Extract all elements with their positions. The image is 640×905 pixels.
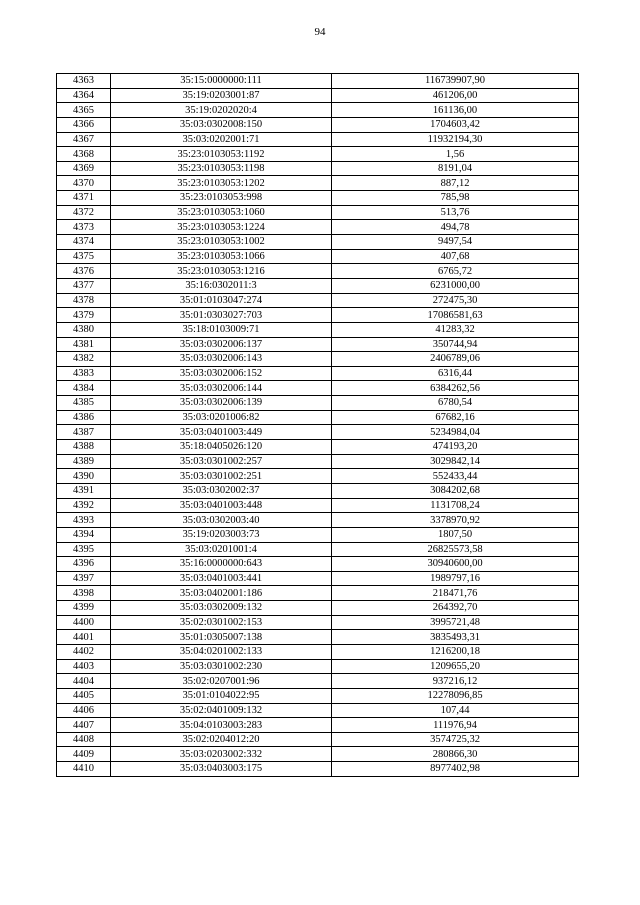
- row-number-cell: 4377: [57, 278, 111, 293]
- row-number-cell: 4367: [57, 132, 111, 147]
- table-row: [57, 498, 579, 513]
- cadastral-number-cell: 35:23:0103053:1066: [111, 249, 332, 264]
- table-row: [57, 688, 579, 703]
- cadastral-number-cell: 35:03:0302006:137: [111, 337, 332, 352]
- row-number-cell: 4386: [57, 410, 111, 425]
- cadastral-number-cell: 35:03:0401003:441: [111, 571, 332, 586]
- table-row: [57, 454, 579, 469]
- row-number-cell: 4382: [57, 352, 111, 367]
- cadastral-value-cell: 3378970,92: [332, 513, 579, 528]
- table-row: [57, 586, 579, 601]
- cadastral-value-cell: 3574725,32: [332, 732, 579, 747]
- table-row: [57, 278, 579, 293]
- row-number-cell: 4384: [57, 381, 111, 396]
- cadastral-value-cell: 272475,30: [332, 293, 579, 308]
- row-number-cell: 4407: [57, 718, 111, 733]
- cadastral-number-cell: 35:03:0302008:150: [111, 117, 332, 132]
- cadastral-number-cell: 35:03:0201001:4: [111, 542, 332, 557]
- cadastral-number-cell: 35:03:0302009:132: [111, 601, 332, 616]
- table-row: [57, 103, 579, 118]
- cadastral-number-cell: 35:03:0301002:257: [111, 454, 332, 469]
- row-number-cell: 4401: [57, 630, 111, 645]
- row-number-cell: 4364: [57, 88, 111, 103]
- cadastral-value-cell: 8977402,98: [332, 762, 579, 777]
- row-number-cell: 4370: [57, 176, 111, 191]
- cadastral-number-cell: 35:03:0302006:152: [111, 366, 332, 381]
- cadastral-number-cell: 35:01:0305007:138: [111, 630, 332, 645]
- table-row: [57, 732, 579, 747]
- cadastral-value-cell: 111976,94: [332, 718, 579, 733]
- table-row: [57, 747, 579, 762]
- cadastral-value-cell: 41283,32: [332, 322, 579, 337]
- row-number-cell: 4396: [57, 557, 111, 572]
- row-number-cell: 4408: [57, 732, 111, 747]
- cadastral-value-cell: 116739907,90: [332, 74, 579, 89]
- row-number-cell: 4371: [57, 191, 111, 206]
- cadastral-value-cell: 6316,44: [332, 366, 579, 381]
- table-row: [57, 630, 579, 645]
- table-row: [57, 469, 579, 484]
- table-body: [57, 74, 579, 777]
- row-number-cell: 4376: [57, 264, 111, 279]
- cadastral-number-cell: 35:03:0302002:37: [111, 483, 332, 498]
- cadastral-number-cell: 35:01:0103047:274: [111, 293, 332, 308]
- row-number-cell: 4383: [57, 366, 111, 381]
- table-row: [57, 88, 579, 103]
- row-number-cell: 4363: [57, 74, 111, 89]
- row-number-cell: 4369: [57, 161, 111, 176]
- row-number-cell: 4392: [57, 498, 111, 513]
- cadastral-value-cell: 67682,16: [332, 410, 579, 425]
- row-number-cell: 4368: [57, 147, 111, 162]
- row-number-cell: 4391: [57, 483, 111, 498]
- row-number-cell: 4372: [57, 205, 111, 220]
- cadastral-number-cell: 35:19:0203001:87: [111, 88, 332, 103]
- row-number-cell: 4394: [57, 527, 111, 542]
- cadastral-value-cell: 6231000,00: [332, 278, 579, 293]
- cadastral-number-cell: 35:03:0401003:449: [111, 425, 332, 440]
- table-row: [57, 176, 579, 191]
- cadastral-number-cell: 35:03:0302006:139: [111, 396, 332, 411]
- cadastral-number-cell: 35:23:0103053:1060: [111, 205, 332, 220]
- cadastral-value-cell: 107,44: [332, 703, 579, 718]
- cadastral-value-cell: 1216200,18: [332, 644, 579, 659]
- table-row: [57, 440, 579, 455]
- table-row: [57, 615, 579, 630]
- cadastral-value-cell: 1807,50: [332, 527, 579, 542]
- row-number-cell: 4393: [57, 513, 111, 528]
- table-row: [57, 483, 579, 498]
- cadastral-number-cell: 35:03:0302006:143: [111, 352, 332, 367]
- cadastral-value-cell: 1704603,42: [332, 117, 579, 132]
- table-row: [57, 322, 579, 337]
- cadastral-value-table: [56, 73, 579, 777]
- cadastral-value-cell: 11932194,30: [332, 132, 579, 147]
- cadastral-value-cell: 17086581,63: [332, 308, 579, 323]
- cadastral-number-cell: 35:03:0203002:332: [111, 747, 332, 762]
- row-number-cell: 4388: [57, 440, 111, 455]
- cadastral-value-cell: 161136,00: [332, 103, 579, 118]
- cadastral-number-cell: 35:02:0301002:153: [111, 615, 332, 630]
- table-row: [57, 381, 579, 396]
- row-number-cell: 4406: [57, 703, 111, 718]
- row-number-cell: 4379: [57, 308, 111, 323]
- row-number-cell: 4375: [57, 249, 111, 264]
- cadastral-number-cell: 35:03:0301002:230: [111, 659, 332, 674]
- cadastral-number-cell: 35:04:0201002:133: [111, 644, 332, 659]
- cadastral-value-cell: 474193,20: [332, 440, 579, 455]
- row-number-cell: 4381: [57, 337, 111, 352]
- table-row: [57, 410, 579, 425]
- row-number-cell: 4378: [57, 293, 111, 308]
- cadastral-value-cell: 513,76: [332, 205, 579, 220]
- table-row: [57, 74, 579, 89]
- table-row: [57, 147, 579, 162]
- row-number-cell: 4410: [57, 762, 111, 777]
- cadastral-value-cell: 1131708,24: [332, 498, 579, 513]
- cadastral-value-cell: 6780,54: [332, 396, 579, 411]
- cadastral-number-cell: 35:02:0207001:96: [111, 674, 332, 689]
- cadastral-value-cell: 264392,70: [332, 601, 579, 616]
- cadastral-number-cell: 35:01:0104022:95: [111, 688, 332, 703]
- row-number-cell: 4397: [57, 571, 111, 586]
- cadastral-value-cell: 407,68: [332, 249, 579, 264]
- table-row: [57, 703, 579, 718]
- cadastral-value-cell: 5234984,04: [332, 425, 579, 440]
- cadastral-number-cell: 35:03:0302003:40: [111, 513, 332, 528]
- table-row: [57, 293, 579, 308]
- cadastral-number-cell: 35:23:0103053:1216: [111, 264, 332, 279]
- table-row: [57, 601, 579, 616]
- table-row: [57, 527, 579, 542]
- table-row: [57, 235, 579, 250]
- cadastral-value-cell: 887,12: [332, 176, 579, 191]
- cadastral-value-cell: 280866,30: [332, 747, 579, 762]
- cadastral-value-cell: 552433,44: [332, 469, 579, 484]
- table-row: [57, 425, 579, 440]
- table-row: [57, 366, 579, 381]
- table-row: [57, 205, 579, 220]
- table-row: [57, 762, 579, 777]
- cadastral-value-cell: 30940600,00: [332, 557, 579, 572]
- row-number-cell: 4400: [57, 615, 111, 630]
- cadastral-value-cell: 494,78: [332, 220, 579, 235]
- cadastral-number-cell: 35:23:0103053:1002: [111, 235, 332, 250]
- cadastral-number-cell: 35:18:0405026:120: [111, 440, 332, 455]
- row-number-cell: 4404: [57, 674, 111, 689]
- row-number-cell: 4373: [57, 220, 111, 235]
- row-number-cell: 4366: [57, 117, 111, 132]
- cadastral-value-cell: 3029842,14: [332, 454, 579, 469]
- cadastral-number-cell: 35:19:0203003:73: [111, 527, 332, 542]
- cadastral-number-cell: 35:03:0401003:448: [111, 498, 332, 513]
- cadastral-value-cell: 461206,00: [332, 88, 579, 103]
- cadastral-number-cell: 35:03:0202001:71: [111, 132, 332, 147]
- cadastral-number-cell: 35:04:0103003:283: [111, 718, 332, 733]
- table-row: [57, 249, 579, 264]
- cadastral-number-cell: 35:18:0103009:71: [111, 322, 332, 337]
- cadastral-number-cell: 35:19:0202020:4: [111, 103, 332, 118]
- table-row: [57, 513, 579, 528]
- table-row: [57, 396, 579, 411]
- table-row: [57, 542, 579, 557]
- cadastral-value-cell: 12278096,85: [332, 688, 579, 703]
- table-row: [57, 718, 579, 733]
- table-row: [57, 220, 579, 235]
- table-row: [57, 571, 579, 586]
- row-number-cell: 4403: [57, 659, 111, 674]
- row-number-cell: 4380: [57, 322, 111, 337]
- cadastral-value-cell: 218471,76: [332, 586, 579, 601]
- table-row: [57, 352, 579, 367]
- row-number-cell: 4405: [57, 688, 111, 703]
- cadastral-number-cell: 35:03:0301002:251: [111, 469, 332, 484]
- row-number-cell: 4365: [57, 103, 111, 118]
- table-row: [57, 191, 579, 206]
- cadastral-number-cell: 35:02:0204012:20: [111, 732, 332, 747]
- table-row: [57, 132, 579, 147]
- table-row: [57, 659, 579, 674]
- cadastral-number-cell: 35:03:0402001:186: [111, 586, 332, 601]
- table-row: [57, 674, 579, 689]
- row-number-cell: 4374: [57, 235, 111, 250]
- cadastral-value-cell: 350744,94: [332, 337, 579, 352]
- row-number-cell: 4390: [57, 469, 111, 484]
- cadastral-number-cell: 35:03:0302006:144: [111, 381, 332, 396]
- row-number-cell: 4387: [57, 425, 111, 440]
- cadastral-number-cell: 35:15:0000000:111: [111, 74, 332, 89]
- cadastral-value-cell: 26825573,58: [332, 542, 579, 557]
- cadastral-number-cell: 35:23:0103053:998: [111, 191, 332, 206]
- page-number: 94: [314, 26, 326, 38]
- cadastral-value-cell: 1989797,16: [332, 571, 579, 586]
- cadastral-value-cell: 2406789,06: [332, 352, 579, 367]
- cadastral-value-cell: 6765,72: [332, 264, 579, 279]
- row-number-cell: 4409: [57, 747, 111, 762]
- table-row: [57, 161, 579, 176]
- table-row: [57, 308, 579, 323]
- cadastral-number-cell: 35:23:0103053:1202: [111, 176, 332, 191]
- cadastral-number-cell: 35:02:0401009:132: [111, 703, 332, 718]
- cadastral-value-cell: 6384262,56: [332, 381, 579, 396]
- table-row: [57, 337, 579, 352]
- cadastral-value-cell: 9497,54: [332, 235, 579, 250]
- row-number-cell: 4402: [57, 644, 111, 659]
- cadastral-number-cell: 35:23:0103053:1198: [111, 161, 332, 176]
- cadastral-number-cell: 35:16:0302011:3: [111, 278, 332, 293]
- row-number-cell: 4395: [57, 542, 111, 557]
- row-number-cell: 4398: [57, 586, 111, 601]
- cadastral-number-cell: 35:03:0403003:175: [111, 762, 332, 777]
- row-number-cell: 4389: [57, 454, 111, 469]
- row-number-cell: 4399: [57, 601, 111, 616]
- table-row: [57, 264, 579, 279]
- cadastral-value-cell: 785,98: [332, 191, 579, 206]
- cadastral-number-cell: 35:23:0103053:1224: [111, 220, 332, 235]
- cadastral-value-cell: 937216,12: [332, 674, 579, 689]
- table-row: [57, 557, 579, 572]
- cadastral-number-cell: 35:03:0201006:82: [111, 410, 332, 425]
- table-row: [57, 117, 579, 132]
- cadastral-value-cell: 3835493,31: [332, 630, 579, 645]
- cadastral-number-cell: 35:16:0000000:643: [111, 557, 332, 572]
- cadastral-value-cell: 1209655,20: [332, 659, 579, 674]
- cadastral-value-cell: 8191,04: [332, 161, 579, 176]
- cadastral-value-cell: 1,56: [332, 147, 579, 162]
- cadastral-value-cell: 3995721,48: [332, 615, 579, 630]
- row-number-cell: 4385: [57, 396, 111, 411]
- cadastral-number-cell: 35:23:0103053:1192: [111, 147, 332, 162]
- cadastral-number-cell: 35:01:0303027:703: [111, 308, 332, 323]
- cadastral-value-cell: 3084202,68: [332, 483, 579, 498]
- table-row: [57, 644, 579, 659]
